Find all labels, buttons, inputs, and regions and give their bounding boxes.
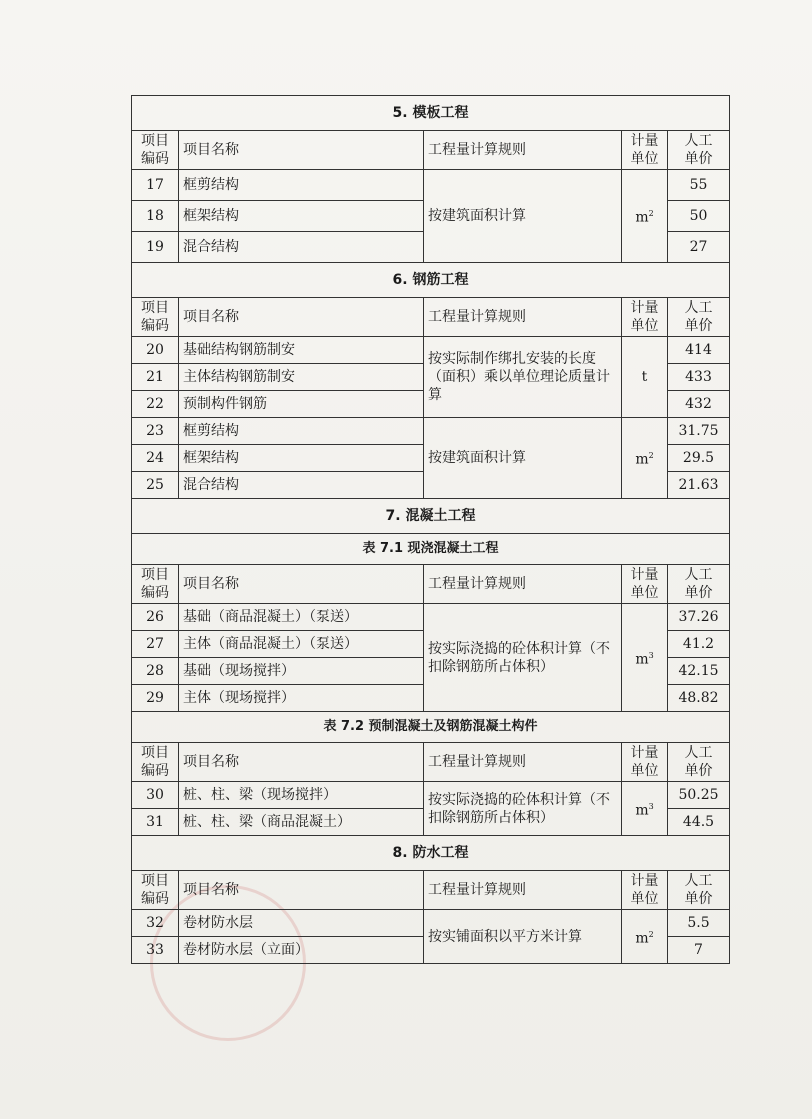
item-name: 主体（商品混凝土）（泵送） <box>179 631 424 658</box>
labor-price: 42.15 <box>668 658 730 685</box>
item-code: 19 <box>132 232 179 263</box>
header-code: 项目 编码 <box>132 298 179 337</box>
labor-price: 55 <box>668 170 730 201</box>
header-unit: 计量 单位 <box>622 871 668 910</box>
calc-rule: 按实际浇捣的砼体积计算（不扣除钢筋所占体积） <box>424 782 622 836</box>
section-title-row <box>132 836 730 871</box>
table-row <box>132 418 730 445</box>
labor-price: 29.5 <box>668 445 730 472</box>
labor-price: 432 <box>668 391 730 418</box>
item-name: 卷材防水层 <box>179 910 424 937</box>
calc-rule: 按实际浇捣的砼体积计算（不扣除钢筋所占体积） <box>424 604 622 712</box>
labor-price: 7 <box>668 937 730 964</box>
section-title: 8. 防水工程 <box>132 836 730 871</box>
section-title-row <box>132 96 730 131</box>
header-name: 项目名称 <box>179 565 424 604</box>
item-name: 框架结构 <box>179 201 424 232</box>
table-row <box>132 604 730 631</box>
item-name: 框架结构 <box>179 445 424 472</box>
header-rule: 工程量计算规则 <box>424 871 622 910</box>
table-row <box>132 910 730 937</box>
section-title: 6. 钢筋工程 <box>132 263 730 298</box>
column-header-row <box>132 871 730 910</box>
item-code: 30 <box>132 782 179 809</box>
measure-unit: $m^3$ <box>622 604 668 712</box>
item-code: 28 <box>132 658 179 685</box>
header-rule: 工程量计算规则 <box>424 743 622 782</box>
item-name: 桩、柱、梁（商品混凝土） <box>179 809 424 836</box>
labor-price: 21.63 <box>668 472 730 499</box>
header-price: 人工 单价 <box>668 131 730 170</box>
table-row <box>132 170 730 201</box>
item-code: 18 <box>132 201 179 232</box>
measure-unit: t <box>622 337 668 418</box>
section-title: 5. 模板工程 <box>132 96 730 131</box>
subtable-title-row <box>132 712 730 743</box>
item-code: 32 <box>132 910 179 937</box>
item-name: 混合结构 <box>179 232 424 263</box>
header-price: 人工 单价 <box>668 298 730 337</box>
section-title-row <box>132 263 730 298</box>
header-name: 项目名称 <box>179 743 424 782</box>
item-code: 22 <box>132 391 179 418</box>
header-code: 项目 编码 <box>132 131 179 170</box>
labor-price: 31.75 <box>668 418 730 445</box>
header-price: 人工 单价 <box>668 743 730 782</box>
labor-price: 37.26 <box>668 604 730 631</box>
labor-price: 27 <box>668 232 730 263</box>
header-unit: 计量 单位 <box>622 743 668 782</box>
item-name: 主体（现场搅拌） <box>179 685 424 712</box>
labor-price: 50 <box>668 201 730 232</box>
item-name: 卷材防水层（立面） <box>179 937 424 964</box>
item-name: 主体结构钢筋制安 <box>179 364 424 391</box>
item-name: 框剪结构 <box>179 170 424 201</box>
column-header-row <box>132 565 730 604</box>
labor-price: 433 <box>668 364 730 391</box>
header-price: 人工 单价 <box>668 565 730 604</box>
item-name: 预制构件钢筋 <box>179 391 424 418</box>
column-header-row <box>132 298 730 337</box>
header-rule: 工程量计算规则 <box>424 565 622 604</box>
item-name: 基础（商品混凝土）（泵送） <box>179 604 424 631</box>
labor-price: 5.5 <box>668 910 730 937</box>
item-code: 31 <box>132 809 179 836</box>
section-title-row <box>132 499 730 534</box>
item-code: 26 <box>132 604 179 631</box>
item-name: 框剪结构 <box>179 418 424 445</box>
item-code: 25 <box>132 472 179 499</box>
header-rule: 工程量计算规则 <box>424 131 622 170</box>
item-code: 24 <box>132 445 179 472</box>
header-code: 项目 编码 <box>132 871 179 910</box>
header-code: 项目 编码 <box>132 565 179 604</box>
header-unit: 计量 单位 <box>622 298 668 337</box>
item-code: 29 <box>132 685 179 712</box>
column-header-row <box>132 743 730 782</box>
measure-unit: $m^2$ <box>622 910 668 964</box>
subtable-title-row <box>132 534 730 565</box>
labor-price: 48.82 <box>668 685 730 712</box>
measure-unit: $m^2$ <box>622 170 668 263</box>
calc-rule: 按实际制作绑扎安装的长度（面积）乘以单位理论质量计算 <box>424 337 622 418</box>
item-code: 23 <box>132 418 179 445</box>
header-unit: 计量 单位 <box>622 131 668 170</box>
header-name: 项目名称 <box>179 871 424 910</box>
labor-price: 44.5 <box>668 809 730 836</box>
item-code: 27 <box>132 631 179 658</box>
labor-price: 414 <box>668 337 730 364</box>
section-title: 7. 混凝土工程 <box>132 499 730 534</box>
header-unit: 计量 单位 <box>622 565 668 604</box>
header-code: 项目 编码 <box>132 743 179 782</box>
item-code: 21 <box>132 364 179 391</box>
calc-rule: 按实铺面积以平方米计算 <box>424 910 622 964</box>
table-row <box>132 337 730 364</box>
labor-price-table <box>131 95 730 964</box>
header-rule: 工程量计算规则 <box>424 298 622 337</box>
table-row <box>132 782 730 809</box>
item-name: 基础（现场搅拌） <box>179 658 424 685</box>
header-name: 项目名称 <box>179 298 424 337</box>
measure-unit: $m^3$ <box>622 782 668 836</box>
header-price: 人工 单价 <box>668 871 730 910</box>
column-header-row <box>132 131 730 170</box>
header-name: 项目名称 <box>179 131 424 170</box>
subtable-title: 表 7.1 现浇混凝土工程 <box>132 534 730 565</box>
measure-unit: $m^2$ <box>622 418 668 499</box>
item-code: 33 <box>132 937 179 964</box>
labor-price: 50.25 <box>668 782 730 809</box>
calc-rule: 按建筑面积计算 <box>424 418 622 499</box>
item-code: 20 <box>132 337 179 364</box>
item-code: 17 <box>132 170 179 201</box>
item-name: 基础结构钢筋制安 <box>179 337 424 364</box>
calc-rule: 按建筑面积计算 <box>424 170 622 263</box>
subtable-title: 表 7.2 预制混凝土及钢筋混凝土构件 <box>132 712 730 743</box>
item-name: 混合结构 <box>179 472 424 499</box>
labor-price: 41.2 <box>668 631 730 658</box>
item-name: 桩、柱、梁（现场搅拌） <box>179 782 424 809</box>
